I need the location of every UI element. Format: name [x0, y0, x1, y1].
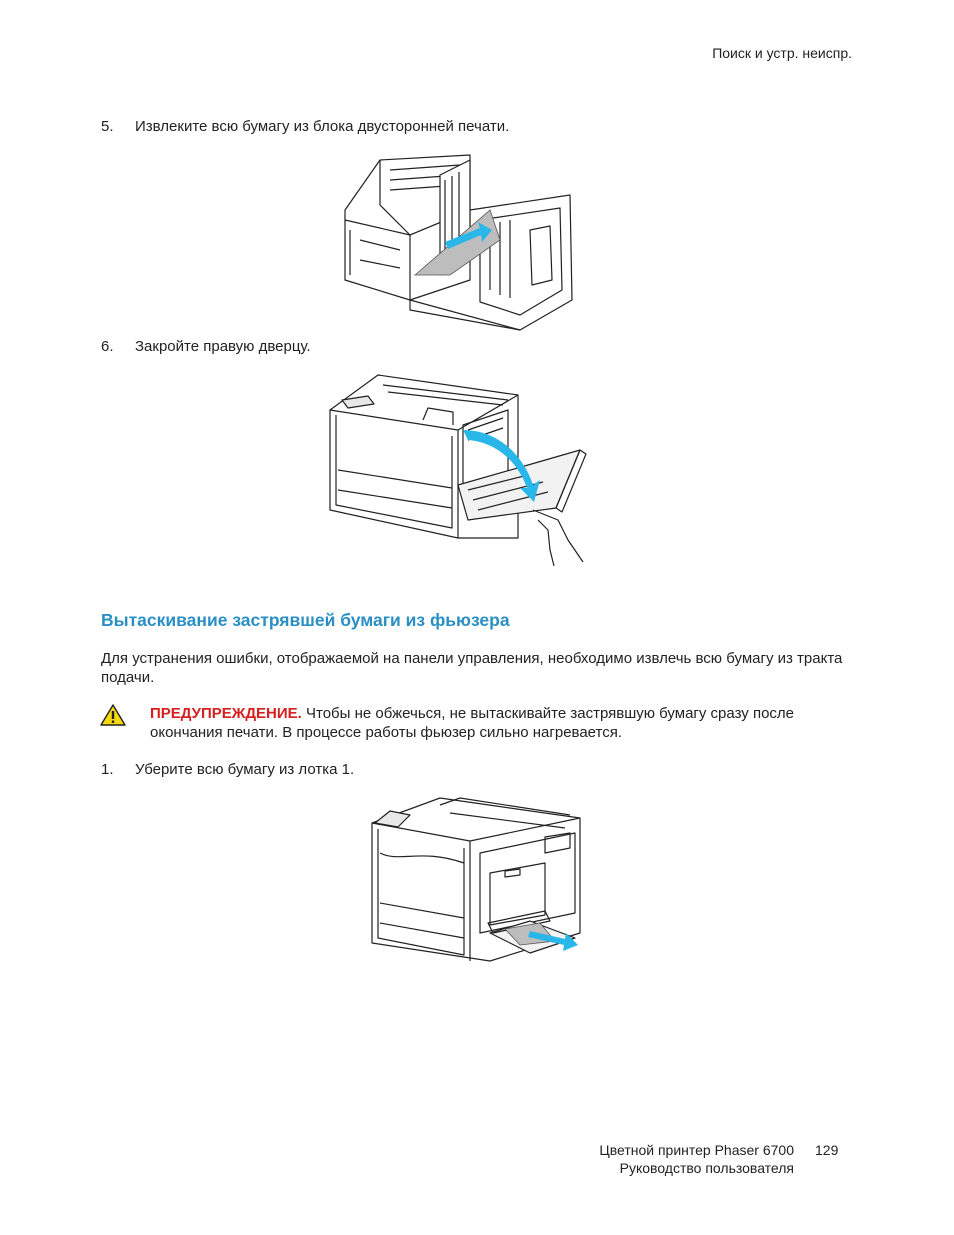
warning-triangle-icon: [99, 703, 127, 727]
page-number: 129: [815, 1142, 839, 1158]
step-text: Извлеките всю бумагу из блока двусторонней печати.: [135, 118, 510, 135]
section-title: Вытаскивание застрявшей бумаги из фьюзера: [101, 610, 510, 630]
step-number: 6.: [101, 338, 114, 355]
footer-product: Цветной принтер Phaser 6700: [599, 1142, 794, 1158]
warning-label: ПРЕДУПРЕЖДЕНИЕ.: [150, 705, 302, 722]
step-text: Уберите всю бумагу из лотка 1.: [135, 761, 355, 778]
step-number: 1.: [101, 761, 114, 778]
step-number: 5.: [101, 118, 114, 135]
step-text: Закройте правую дверцу.: [135, 338, 311, 355]
footer-guide: Руководство пользователя: [619, 1160, 794, 1176]
duplex-unit-paper-removal-illustration: [340, 150, 580, 332]
warning-text: [150, 704, 870, 742]
section-intro: Для устранения ошибки, отображаемой на панели управления, необходимо извлечь всю бумагу из тракта подачи.: [101, 650, 843, 686]
step-6: [101, 338, 701, 358]
step-1: [101, 761, 701, 781]
warning-body: Чтобы не обжечься, не вытаскивайте застрявшую бумагу сразу после окончания печати. В процессе работы фьюзер сильно нагревается.: [150, 705, 795, 741]
header-section: Поиск и устр. неиспр.: [712, 45, 852, 61]
step-5: [101, 118, 701, 138]
tray1-paper-removal-illustration: [370, 793, 582, 963]
close-right-door-illustration: [328, 370, 590, 566]
